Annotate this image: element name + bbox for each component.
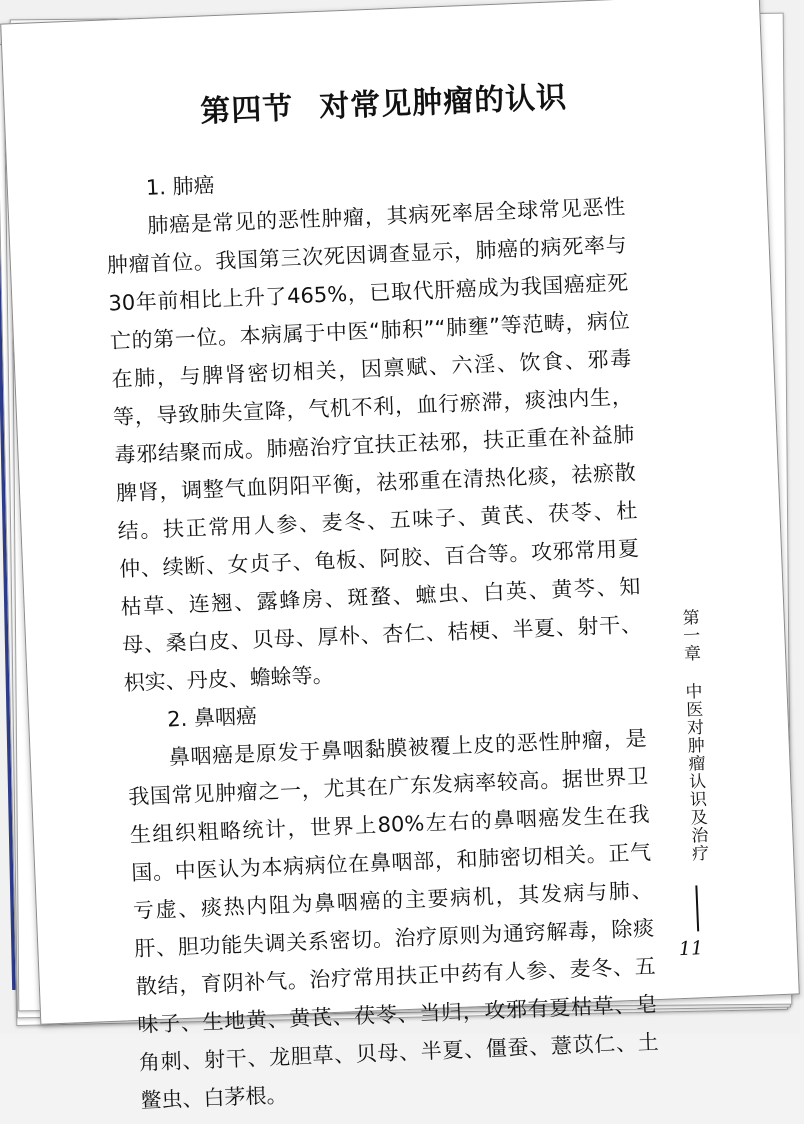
subsection-heading-lung-cancer: 1. 肺癌 [145,173,216,200]
chapter-side-label [673,595,710,876]
subsection-heading-nasopharyngeal-cancer: 2. 鼻咽癌 [166,703,258,732]
paragraph-lung-cancer: 肺癌是常见的恶性肿瘤，其病死率居全球常见恶性肿瘤首位。我国第三次死因调查显示，肺癌的病死率与30年前相比上升了465%，已取代肝癌成为我国癌症死亡的第一位。本病属于中医“肺积”“肺壅”等范畴，病位在肺，与脾肾密切相关，因禀赋、六淫、饮食、邪毒等，导致肺失宣降，气机不利，血行瘀滞，痰浊内生，毒邪结聚而成。肺癌治疗宜扶正祛邪，扶正重在补益肺脾肾，调整气血阴阳平衡，祛邪重在清热化痰，祛瘀散结。扶正常用人参、麦冬、五味子、黄芪、茯苓、杜仲、续断、女贞子、龟板、阿胶、百合等。攻邪常用夏枯草、连翘、露蜂房、斑蝥、蟅虫、白英、黄芩、知母、桑白皮、贝母、厚朴、杏仁、桔梗、半夏、射干、枳实、丹皮、蟾蜍等。 [106,194,643,696]
side-rule [695,885,698,931]
page-body [103,150,661,1120]
section-title: 对常见肿瘤的认识 [318,79,568,125]
section-number: 第四节 [199,90,295,130]
page-title [4,64,763,138]
page-number: 11 [678,937,704,961]
chapter-number: 第一章 [678,608,701,663]
paragraph-nasopharyngeal-cancer: 鼻咽癌是原发于鼻咽黏膜被覆上皮的恶性肿瘤，是我国常见肿瘤之一，尤其在广东发病率较高。据世界卫生组织粗略统计，世界上80%左右的鼻咽癌发生在我国。中医认为本病病位在鼻咽部，和肺密切相关。正气亏虚、痰热内阻为鼻咽癌的主要病机，其发病与肺、肝、胆功能失调关系密切。治疗原则为通窍解毒，除痰散结，育阴补气。治疗常用扶正中药有人参、麦冬、五味子、生地黄、黄芪、茯苓、当归，攻邪有夏枯草、皂角刺、射干、龙胆草、贝母、半夏、僵蚕、薏苡仁、土鳖虫、白茅根。 [127,726,660,1113]
chapter-title: 中医对肿瘤认识及治疗 [681,682,709,863]
